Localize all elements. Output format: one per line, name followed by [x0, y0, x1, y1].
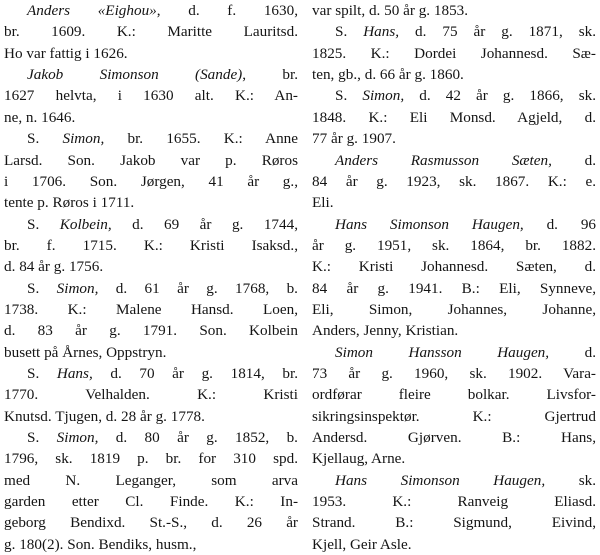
line-text: 73 år g. 1960, sk. 1902. Vara- — [312, 365, 596, 382]
text-line — [312, 64, 596, 85]
person-name: Anders «Eighou» — [27, 2, 157, 19]
line-text: 1738. K.: Malene Hansd. Loen, — [4, 300, 298, 318]
text-line — [312, 0, 596, 21]
text-line — [27, 427, 298, 448]
text-line — [312, 534, 596, 555]
line-text: 1848. K.: Eli Monsd. Agjeld, d. — [312, 108, 596, 126]
text-line — [312, 406, 596, 427]
line-text: Anders, Jenny, Kristian. — [312, 322, 459, 340]
entry-prefix: S. — [27, 365, 57, 382]
text-line — [312, 512, 596, 533]
text-line — [4, 21, 298, 42]
line-text: geborg Bendixd. St.-S., d. 26 år — [4, 514, 298, 532]
text-line — [312, 491, 596, 512]
text-line — [312, 448, 596, 469]
line-text: g. 180(2). Son. Bendiks, husm., — [4, 535, 197, 553]
person-name: Anders Rasmusson Sæten, — [335, 151, 552, 169]
person-name: Simon, — [56, 279, 99, 297]
line-text: d. — [551, 151, 596, 169]
text-line — [312, 171, 596, 192]
line-text: 77 år g. 1907. — [312, 130, 396, 148]
text-line — [312, 320, 596, 341]
text-line — [4, 107, 298, 128]
text-line — [312, 43, 596, 64]
person-name: Simon Hansson Haugen, — [335, 343, 550, 361]
line-text: ten, gb., d. 66 år g. 1860. — [312, 66, 464, 84]
person-name: Hans, — [363, 23, 400, 41]
line-text: 1627 helvta, i 1630 alt. K.: An- — [4, 87, 298, 105]
text-line — [312, 427, 596, 448]
line-text: d. 80 år g. 1852, b. — [98, 429, 298, 446]
person-name: Simon, — [56, 429, 99, 446]
text-line — [4, 192, 298, 213]
text-line — [27, 128, 298, 149]
person-name: Hans Simonson Haugen, — [335, 471, 546, 489]
entry-prefix: S. — [335, 87, 363, 105]
line-text: Strand. B.: Sigmund, Eivind, — [312, 514, 596, 532]
line-text: d. 69 år g. 1744, — [111, 215, 298, 233]
line-text: , br. — [242, 66, 298, 84]
line-text: var spilt, d. 50 år g. 1853. — [312, 2, 469, 19]
text-line — [4, 534, 298, 555]
text-line — [312, 128, 596, 149]
line-text: d. 42 år g. 1866, sk. — [404, 87, 596, 105]
line-text: br. 1609. K.: Maritte Lauritsd. — [4, 23, 298, 41]
line-text: 84 år g. 1941. B.: Eli, Synneve, — [312, 279, 596, 297]
text-line — [4, 85, 298, 106]
line-text: Eli. — [312, 194, 334, 212]
text-line — [27, 0, 298, 21]
line-text: år g. 1951, sk. 1864, br. 1882. — [312, 236, 596, 254]
person-name: Simon, — [362, 87, 405, 105]
line-text: busett på Årnes, Oppstryn. — [4, 343, 167, 361]
line-text: d. 84 år g. 1756. — [4, 258, 104, 276]
text-line — [312, 192, 596, 213]
line-text: ne, n. 1646. — [4, 108, 76, 126]
person-name: Hans Simonson Haugen, — [335, 215, 524, 233]
line-text: K.: Kristi Johannesd. Sæten, d. — [312, 258, 596, 276]
line-text: br. 1655. K.: Anne — [104, 130, 298, 148]
line-text: 84 år g. 1923, sk. 1867. K.: e. — [312, 172, 596, 190]
line-text: d. 96 — [523, 215, 596, 233]
text-line — [27, 64, 298, 85]
line-text: ordførar fleire bolkar. Livsfor- — [312, 386, 596, 404]
person-name: Kolbein, — [59, 215, 112, 233]
line-text: Ho var fattig i 1626. — [4, 44, 128, 62]
entry-prefix: S. — [27, 429, 57, 446]
text-line — [312, 363, 596, 384]
text-line — [335, 21, 596, 42]
line-text: 1770. Velhalden. K.: Kristi — [4, 386, 298, 404]
line-text: d. 83 år g. 1791. Son. Kolbein — [4, 322, 298, 340]
text-line — [335, 214, 596, 235]
line-text: d. 70 år g. 1814, br. — [92, 365, 298, 382]
line-text: 1953. K.: Ranveig Eliasd. — [312, 493, 596, 511]
entry-prefix: S. — [27, 130, 63, 148]
text-line — [312, 256, 596, 277]
text-line — [4, 171, 298, 192]
line-text: Knutsd. Tjugen, d. 28 år g. 1778. — [4, 407, 205, 425]
text-line — [4, 470, 298, 491]
text-line — [4, 150, 298, 171]
text-line — [4, 384, 298, 405]
text-line — [4, 448, 298, 469]
text-line — [4, 299, 298, 320]
entry-prefix: S. — [27, 279, 57, 297]
line-text: Eli, Simon, Johannes, Johanne, — [312, 300, 596, 318]
entry-prefix: S. — [27, 215, 60, 233]
person-name: Jakob Simonson (Sande) — [27, 66, 243, 84]
text-line — [4, 43, 298, 64]
line-text: Larsd. Son. Jakob var p. Røros — [4, 151, 298, 169]
line-text: d. — [549, 343, 596, 361]
text-line — [335, 85, 596, 106]
entry-prefix: S. — [335, 23, 364, 41]
line-text: d. 75 år g. 1871, sk. — [399, 23, 596, 41]
line-text: br. f. 1715. K.: Kristi Isaksd., — [4, 236, 298, 254]
text-line — [312, 384, 596, 405]
text-line — [312, 107, 596, 128]
line-text: 1796, sk. 1819 p. br. for 310 spd. — [4, 450, 298, 468]
text-line — [335, 470, 596, 491]
line-text: garden etter Cl. Finde. K.: In- — [4, 493, 298, 511]
line-text: sikringsinspektør. K.: Gjertrud — [312, 407, 596, 425]
text-line — [27, 214, 298, 235]
line-text: Kjellaug, Arne. — [312, 450, 406, 468]
text-line — [4, 512, 298, 533]
text-line — [4, 406, 298, 427]
text-line — [4, 342, 298, 363]
text-line — [335, 342, 596, 363]
person-name: Hans, — [56, 365, 93, 382]
line-text: sk. — [545, 471, 596, 489]
text-line — [312, 235, 596, 256]
person-name: Simon, — [62, 130, 105, 148]
line-text: Andersd. Gjørven. B.: Hans, — [312, 429, 596, 446]
line-text: d. 61 år g. 1768, b. — [98, 279, 298, 297]
line-text: med N. Leganger, som arva — [4, 471, 298, 489]
line-text: , d. f. 1630, — [156, 2, 298, 19]
text-line — [27, 363, 298, 384]
text-line — [312, 299, 596, 320]
text-line — [335, 150, 596, 171]
line-text: i 1706. Son. Jørgen, 41 år g., — [4, 172, 298, 190]
line-text: 1825. K.: Dordei Johannesd. Sæ- — [312, 44, 596, 62]
text-line — [4, 235, 298, 256]
line-text: tente p. Røros i 1711. — [4, 194, 135, 212]
text-line — [4, 491, 298, 512]
line-text: Kjell, Geir Asle. — [312, 535, 412, 553]
text-line — [4, 256, 298, 277]
text-line — [312, 278, 596, 299]
text-line — [27, 278, 298, 299]
text-line — [4, 320, 298, 341]
